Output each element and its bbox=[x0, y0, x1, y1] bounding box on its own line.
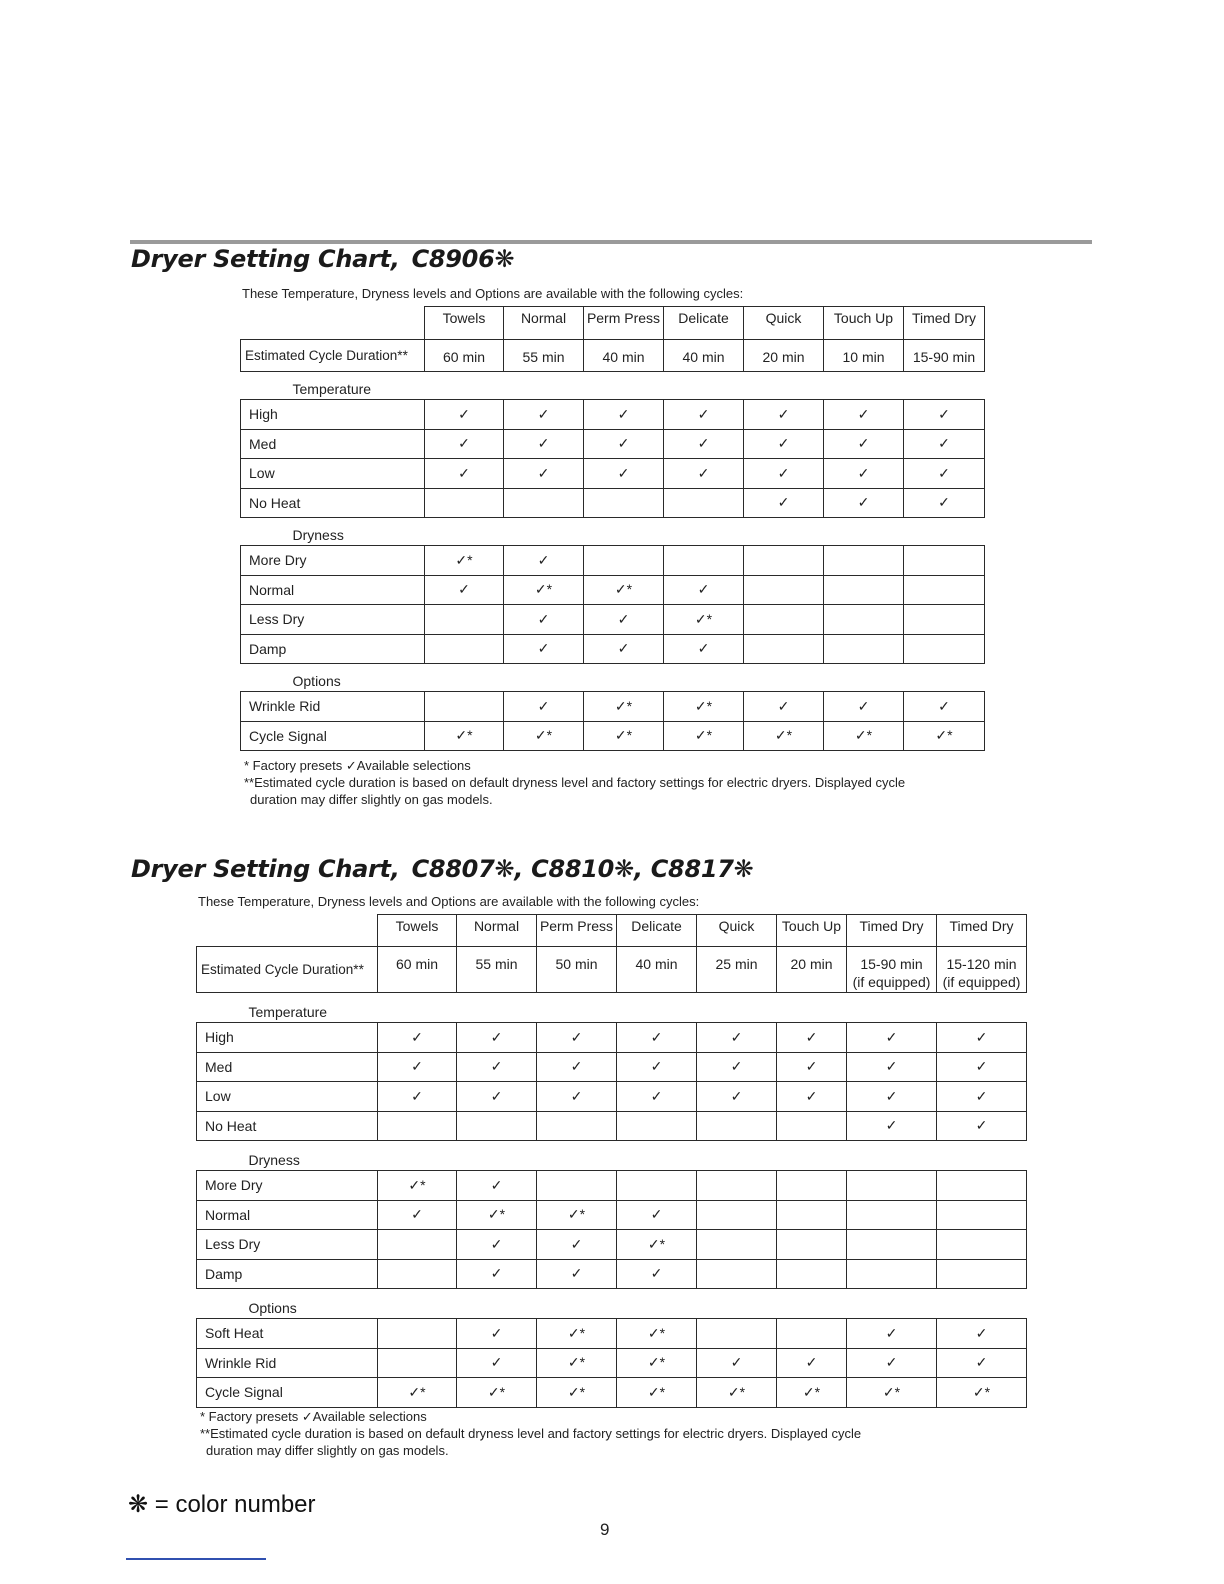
check-mark-cell: ✓ bbox=[847, 1052, 937, 1082]
check-mark-cell: ✓ bbox=[457, 1230, 537, 1260]
duration-label: Estimated Cycle Duration** bbox=[241, 340, 425, 372]
check-mark-cell: ✓* bbox=[777, 1378, 847, 1408]
check-mark-cell: ✓ bbox=[457, 1052, 537, 1082]
table-row bbox=[197, 1348, 1027, 1378]
check-mark-cell: ✓ bbox=[824, 692, 904, 722]
footnote-line: **Estimated cycle duration is based on default dryness level and factory settings for electric dryers. Displayed cycle bbox=[244, 775, 906, 790]
table-row bbox=[197, 1378, 1027, 1408]
table-row bbox=[241, 400, 985, 430]
check-mark-cell: ✓* bbox=[425, 721, 504, 751]
table-row bbox=[197, 1200, 1027, 1230]
table-row bbox=[241, 692, 985, 722]
check-mark-cell: ✓ bbox=[457, 1348, 537, 1378]
check-mark-cell: ✓ bbox=[504, 605, 584, 635]
row-label: Normal bbox=[241, 575, 425, 605]
chart2-notes bbox=[200, 1408, 861, 1459]
empty-cell bbox=[777, 1319, 847, 1349]
check-mark-cell: ✓* bbox=[537, 1348, 617, 1378]
check-mark-cell: ✓ bbox=[824, 400, 904, 430]
row-label: Wrinkle Rid bbox=[197, 1348, 378, 1378]
check-mark-cell: ✓ bbox=[744, 429, 824, 459]
duration-cell: 25 min bbox=[697, 947, 777, 993]
check-mark-cell: ✓ bbox=[937, 1111, 1027, 1141]
row-label: Med bbox=[241, 429, 425, 459]
duration-label: Estimated Cycle Duration** bbox=[197, 947, 378, 993]
section-heading-temperature: Temperature bbox=[292, 381, 372, 397]
duration-cell: 40 min bbox=[617, 947, 697, 993]
check-mark-cell: ✓* bbox=[664, 692, 744, 722]
check-mark-cell: ✓ bbox=[847, 1319, 937, 1349]
row-label: No Heat bbox=[197, 1111, 378, 1141]
table-row bbox=[197, 1171, 1027, 1201]
section-heading-dryness: Dryness bbox=[292, 527, 344, 543]
check-mark-cell: ✓* bbox=[617, 1230, 697, 1260]
check-mark-cell: ✓ bbox=[777, 1082, 847, 1112]
chart1-table bbox=[240, 306, 985, 751]
check-mark-cell: ✓ bbox=[504, 459, 584, 489]
row-label: High bbox=[197, 1023, 378, 1053]
check-mark-cell: ✓ bbox=[937, 1319, 1027, 1349]
column-header: Quick bbox=[697, 915, 777, 947]
check-mark-cell: ✓* bbox=[584, 721, 664, 751]
footnote-line: duration may differ slightly on gas models. bbox=[250, 792, 493, 807]
empty-cell bbox=[697, 1259, 777, 1289]
check-mark-cell: ✓ bbox=[777, 1052, 847, 1082]
empty-cell bbox=[937, 1230, 1027, 1260]
table-row bbox=[197, 1111, 1027, 1141]
check-mark-cell: ✓ bbox=[537, 1230, 617, 1260]
duration-cell: 10 min bbox=[824, 340, 904, 372]
check-mark-cell: ✓* bbox=[537, 1200, 617, 1230]
duration-cell: 50 min bbox=[537, 947, 617, 993]
check-mark-cell: ✓ bbox=[824, 459, 904, 489]
footnote-line: **Estimated cycle duration is based on default dryness level and factory settings for electric dryers. Displayed cycle bbox=[200, 1426, 862, 1441]
check-mark-cell: ✓* bbox=[378, 1378, 457, 1408]
check-mark-cell: ✓ bbox=[425, 459, 504, 489]
column-header: Timed Dry bbox=[904, 307, 985, 340]
check-mark-cell: ✓ bbox=[847, 1082, 937, 1112]
check-mark-cell: ✓ bbox=[504, 429, 584, 459]
check-mark-cell: ✓* bbox=[504, 575, 584, 605]
check-mark-cell: ✓ bbox=[378, 1082, 457, 1112]
row-label: Med bbox=[197, 1052, 378, 1082]
check-mark-cell: ✓ bbox=[584, 459, 664, 489]
check-mark-cell: ✓ bbox=[504, 692, 584, 722]
empty-cell bbox=[378, 1111, 457, 1141]
empty-cell bbox=[425, 692, 504, 722]
check-mark-cell: ✓* bbox=[457, 1200, 537, 1230]
footnote-line: duration may differ slightly on gas models. bbox=[206, 1443, 449, 1458]
check-mark-cell: ✓* bbox=[584, 692, 664, 722]
row-label: Soft Heat bbox=[197, 1319, 378, 1349]
empty-cell bbox=[777, 1200, 847, 1230]
check-mark-cell: ✓ bbox=[664, 575, 744, 605]
duration-cell: 60 min bbox=[378, 947, 457, 993]
check-mark-cell: ✓ bbox=[584, 400, 664, 430]
check-mark-cell: ✓ bbox=[904, 400, 985, 430]
empty-cell bbox=[824, 605, 904, 635]
table-row bbox=[241, 721, 985, 751]
check-mark-cell: ✓ bbox=[378, 1200, 457, 1230]
check-mark-cell: ✓ bbox=[697, 1052, 777, 1082]
check-mark-cell: ✓* bbox=[617, 1348, 697, 1378]
check-mark-cell: ✓ bbox=[744, 459, 824, 489]
empty-cell bbox=[744, 605, 824, 635]
row-label: Wrinkle Rid bbox=[241, 692, 425, 722]
check-mark-cell: ✓* bbox=[617, 1378, 697, 1408]
check-mark-cell: ✓ bbox=[744, 692, 824, 722]
check-mark-cell: ✓ bbox=[584, 634, 664, 664]
row-label: More Dry bbox=[241, 546, 425, 576]
empty-cell bbox=[904, 575, 985, 605]
empty-cell bbox=[847, 1200, 937, 1230]
check-mark-cell: ✓ bbox=[904, 459, 985, 489]
row-label: Cycle Signal bbox=[241, 721, 425, 751]
check-mark-cell: ✓ bbox=[777, 1023, 847, 1053]
bottom-link-line bbox=[126, 1558, 266, 1560]
check-mark-cell: ✓ bbox=[457, 1259, 537, 1289]
check-mark-cell: ✓* bbox=[664, 721, 744, 751]
check-mark-cell: ✓ bbox=[744, 400, 824, 430]
column-header: Timed Dry bbox=[847, 915, 937, 947]
check-mark-cell: ✓ bbox=[744, 488, 824, 518]
row-label: Less Dry bbox=[241, 605, 425, 635]
empty-cell bbox=[537, 1111, 617, 1141]
empty-cell bbox=[847, 1171, 937, 1201]
check-mark-cell: ✓ bbox=[504, 634, 584, 664]
check-mark-cell: ✓ bbox=[664, 459, 744, 489]
check-mark-cell: ✓ bbox=[824, 429, 904, 459]
check-mark-cell: ✓ bbox=[537, 1082, 617, 1112]
table-row bbox=[197, 1082, 1027, 1112]
check-mark-cell: ✓* bbox=[904, 721, 985, 751]
row-label: High bbox=[241, 400, 425, 430]
row-label: No Heat bbox=[241, 488, 425, 518]
empty-cell bbox=[378, 1230, 457, 1260]
row-label: Normal bbox=[197, 1200, 378, 1230]
empty-cell bbox=[904, 605, 985, 635]
empty-cell bbox=[777, 1111, 847, 1141]
check-mark-cell: ✓ bbox=[847, 1111, 937, 1141]
empty-cell bbox=[847, 1259, 937, 1289]
section-divider bbox=[130, 240, 1092, 244]
duration-cell: 15-90 min bbox=[904, 340, 985, 372]
check-mark-cell: ✓ bbox=[937, 1023, 1027, 1053]
empty-cell bbox=[744, 546, 824, 576]
check-mark-cell: ✓* bbox=[847, 1378, 937, 1408]
empty-cell bbox=[904, 546, 985, 576]
check-mark-cell: ✓ bbox=[537, 1259, 617, 1289]
empty-cell bbox=[425, 488, 504, 518]
check-mark-cell: ✓* bbox=[664, 605, 744, 635]
empty-cell bbox=[847, 1230, 937, 1260]
empty-cell bbox=[777, 1259, 847, 1289]
empty-cell bbox=[937, 1200, 1027, 1230]
chart2-models: C8807❋, C8810❋, C8817❋ bbox=[411, 855, 754, 883]
row-label: Low bbox=[197, 1082, 378, 1112]
empty-cell bbox=[697, 1319, 777, 1349]
check-mark-cell: ✓ bbox=[847, 1023, 937, 1053]
check-mark-cell: ✓* bbox=[537, 1378, 617, 1408]
check-mark-cell: ✓* bbox=[537, 1319, 617, 1349]
table-row bbox=[241, 429, 985, 459]
column-header: Perm Press bbox=[584, 307, 664, 340]
section-heading-temperature: Temperature bbox=[248, 1004, 328, 1020]
check-mark-cell: ✓ bbox=[425, 429, 504, 459]
check-mark-cell: ✓ bbox=[617, 1259, 697, 1289]
check-mark-cell: ✓ bbox=[617, 1200, 697, 1230]
column-header: Quick bbox=[744, 307, 824, 340]
table-row bbox=[241, 605, 985, 635]
column-header: Timed Dry bbox=[937, 915, 1027, 947]
check-mark-cell: ✓ bbox=[537, 1023, 617, 1053]
check-mark-cell: ✓ bbox=[584, 429, 664, 459]
check-mark-cell: ✓ bbox=[937, 1082, 1027, 1112]
empty-cell bbox=[697, 1171, 777, 1201]
chart2-title: Dryer Setting Chart, bbox=[131, 855, 400, 883]
empty-cell bbox=[824, 546, 904, 576]
section-heading-options: Options bbox=[248, 1300, 297, 1316]
check-mark-cell: ✓ bbox=[617, 1052, 697, 1082]
duration-cell: 15-120 min (if equipped) bbox=[937, 947, 1027, 993]
check-mark-cell: ✓* bbox=[584, 575, 664, 605]
empty-cell bbox=[744, 634, 824, 664]
duration-cell: 55 min bbox=[504, 340, 584, 372]
row-label: Less Dry bbox=[197, 1230, 378, 1260]
footnote-line: * Factory presets ✓Available selections bbox=[200, 1409, 427, 1424]
check-mark-cell: ✓* bbox=[937, 1378, 1027, 1408]
chart1-title: Dryer Setting Chart, bbox=[131, 245, 400, 273]
empty-cell bbox=[425, 605, 504, 635]
table-row bbox=[241, 575, 985, 605]
color-number-legend: ❋ = color number bbox=[128, 1491, 316, 1518]
empty-cell bbox=[584, 546, 664, 576]
section-heading-options: Options bbox=[292, 673, 341, 689]
check-mark-cell: ✓ bbox=[777, 1348, 847, 1378]
check-mark-cell: ✓ bbox=[584, 605, 664, 635]
duration-cell: 20 min bbox=[744, 340, 824, 372]
check-mark-cell: ✓ bbox=[457, 1082, 537, 1112]
empty-cell bbox=[697, 1230, 777, 1260]
check-mark-cell: ✓ bbox=[937, 1348, 1027, 1378]
duration-cell: 15-90 min (if equipped) bbox=[847, 947, 937, 993]
check-mark-cell: ✓ bbox=[617, 1082, 697, 1112]
empty-cell bbox=[777, 1230, 847, 1260]
column-header: Towels bbox=[378, 915, 457, 947]
duration-cell: 40 min bbox=[664, 340, 744, 372]
column-header: Perm Press bbox=[537, 915, 617, 947]
check-mark-cell: ✓ bbox=[904, 692, 985, 722]
chart1-heading bbox=[131, 245, 514, 273]
page-number: 9 bbox=[600, 1520, 610, 1539]
column-header: Normal bbox=[504, 307, 584, 340]
check-mark-cell: ✓* bbox=[744, 721, 824, 751]
chart2-heading bbox=[131, 855, 753, 883]
empty-cell bbox=[697, 1111, 777, 1141]
check-mark-cell: ✓ bbox=[697, 1023, 777, 1053]
check-mark-cell: ✓ bbox=[697, 1348, 777, 1378]
check-mark-cell: ✓ bbox=[904, 429, 985, 459]
empty-cell bbox=[824, 575, 904, 605]
empty-cell bbox=[937, 1259, 1027, 1289]
duration-cell: 55 min bbox=[457, 947, 537, 993]
empty-cell bbox=[378, 1259, 457, 1289]
empty-cell bbox=[504, 488, 584, 518]
column-header: Delicate bbox=[617, 915, 697, 947]
empty-cell bbox=[744, 575, 824, 605]
check-mark-cell: ✓ bbox=[378, 1023, 457, 1053]
table-row bbox=[241, 459, 985, 489]
chart1-intro: These Temperature, Dryness levels and Options are available with the following cycles: bbox=[242, 286, 744, 301]
footnote-line: * Factory presets ✓Available selections bbox=[244, 758, 471, 773]
check-mark-cell: ✓ bbox=[904, 488, 985, 518]
duration-cell: 20 min bbox=[777, 947, 847, 993]
row-label: Cycle Signal bbox=[197, 1378, 378, 1408]
row-label: Damp bbox=[241, 634, 425, 664]
empty-cell bbox=[664, 546, 744, 576]
check-mark-cell: ✓ bbox=[378, 1052, 457, 1082]
column-header: Towels bbox=[425, 307, 504, 340]
check-mark-cell: ✓ bbox=[504, 400, 584, 430]
table-row bbox=[197, 1319, 1027, 1349]
check-mark-cell: ✓* bbox=[425, 546, 504, 576]
column-header: Touch Up bbox=[777, 915, 847, 947]
check-mark-cell: ✓ bbox=[937, 1052, 1027, 1082]
empty-cell bbox=[584, 488, 664, 518]
empty-cell bbox=[457, 1111, 537, 1141]
column-header: Touch Up bbox=[824, 307, 904, 340]
table-row bbox=[241, 634, 985, 664]
empty-cell bbox=[537, 1171, 617, 1201]
chart1-models: C8906❋ bbox=[411, 245, 515, 273]
check-mark-cell: ✓* bbox=[824, 721, 904, 751]
row-label: Damp bbox=[197, 1259, 378, 1289]
check-mark-cell: ✓* bbox=[504, 721, 584, 751]
check-mark-cell: ✓ bbox=[664, 429, 744, 459]
check-mark-cell: ✓ bbox=[457, 1319, 537, 1349]
check-mark-cell: ✓* bbox=[378, 1171, 457, 1201]
section-heading-dryness: Dryness bbox=[248, 1152, 300, 1168]
column-header: Normal bbox=[457, 915, 537, 947]
check-mark-cell: ✓* bbox=[617, 1319, 697, 1349]
empty-cell bbox=[378, 1319, 457, 1349]
check-mark-cell: ✓ bbox=[457, 1023, 537, 1053]
check-mark-cell: ✓ bbox=[504, 546, 584, 576]
table-row bbox=[241, 488, 985, 518]
check-mark-cell: ✓ bbox=[617, 1023, 697, 1053]
chart1-notes bbox=[244, 757, 905, 808]
empty-cell bbox=[697, 1200, 777, 1230]
check-mark-cell: ✓ bbox=[537, 1052, 617, 1082]
table-row bbox=[197, 1259, 1027, 1289]
check-mark-cell: ✓* bbox=[697, 1378, 777, 1408]
table-row bbox=[241, 546, 985, 576]
check-mark-cell: ✓ bbox=[697, 1082, 777, 1112]
check-mark-cell: ✓ bbox=[824, 488, 904, 518]
empty-cell bbox=[777, 1171, 847, 1201]
empty-cell bbox=[617, 1111, 697, 1141]
check-mark-cell: ✓ bbox=[425, 400, 504, 430]
table-row bbox=[197, 1230, 1027, 1260]
check-mark-cell: ✓ bbox=[664, 400, 744, 430]
empty-cell bbox=[425, 634, 504, 664]
empty-cell bbox=[904, 634, 985, 664]
duration-cell: 60 min bbox=[425, 340, 504, 372]
empty-cell bbox=[664, 488, 744, 518]
check-mark-cell: ✓* bbox=[457, 1378, 537, 1408]
check-mark-cell: ✓ bbox=[457, 1171, 537, 1201]
check-mark-cell: ✓ bbox=[425, 575, 504, 605]
row-label: Low bbox=[241, 459, 425, 489]
empty-cell bbox=[378, 1348, 457, 1378]
column-header: Delicate bbox=[664, 307, 744, 340]
empty-cell bbox=[617, 1171, 697, 1201]
row-label: More Dry bbox=[197, 1171, 378, 1201]
chart2-table bbox=[196, 914, 1027, 1408]
chart2-intro: These Temperature, Dryness levels and Options are available with the following cycles: bbox=[198, 894, 700, 909]
empty-cell bbox=[824, 634, 904, 664]
table-row bbox=[197, 1023, 1027, 1053]
check-mark-cell: ✓ bbox=[847, 1348, 937, 1378]
check-mark-cell: ✓ bbox=[664, 634, 744, 664]
empty-cell bbox=[937, 1171, 1027, 1201]
duration-cell: 40 min bbox=[584, 340, 664, 372]
table-row bbox=[197, 1052, 1027, 1082]
